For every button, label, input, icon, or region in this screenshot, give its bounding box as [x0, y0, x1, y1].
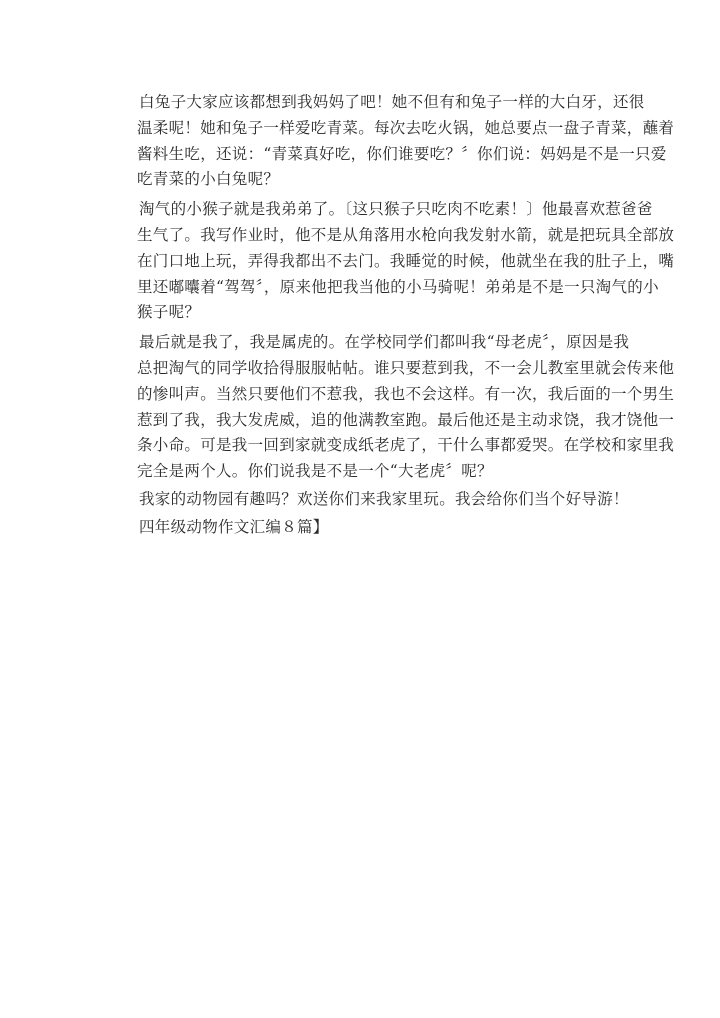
- text-line: 四年级动物作文汇编８篇】: [139, 517, 329, 536]
- paragraph-mother-rabbit: [137, 90, 675, 193]
- text-line: 淘气的小猴子就是我弟弟了。〔这只猴子只吃肉不吃素！〕他最喜欢惹爸爸: [139, 200, 653, 219]
- text-line: 最后就是我了，我是属虎的。在学校同学们都叫我“母老虎〞，原因是我: [139, 333, 630, 352]
- text-line: 条小命。可是我一回到家就变成纸老虎了，干什么事都爱哭。在学校和家里我: [137, 436, 675, 455]
- text-line: 总把淘气的同学收拾得服服帖帖。谁只要惹到我，不一会儿教室里就会传来他: [137, 358, 675, 377]
- text-line: 我家的动物园有趣吗？欢送你们来我家里玩。我会给你们当个好导游！: [139, 489, 629, 508]
- text-line: 完全是两个人。你们说我是不是一个“大老虎〞呢？: [137, 462, 493, 481]
- text-line: 惹到了我，我大发虎威，追的他满教室跑。最后他还是主动求饶，我才饶他一: [137, 410, 675, 429]
- text-line: 酱料生吃，还说：“青菜真好吃，你们谁要吃？〞你们说：妈妈是不是一只爱: [137, 144, 667, 163]
- text-line: 吃青菜的小白兔呢？: [137, 170, 280, 189]
- paragraph-collection-title: [139, 515, 589, 541]
- paragraph-brother-monkey: [137, 197, 675, 326]
- text-line: 白兔子大家应该都想到我妈妈了吧！她不但有和兔子一样的大白牙，还很: [139, 93, 645, 111]
- text-line: 猴子呢？: [137, 303, 201, 322]
- text-line: 里还嘟囔着“驾驾〞，原来他把我当他的小马骑呢！弟弟是不是一只淘气的小: [137, 277, 659, 296]
- text-line: 生气了。我写作业时，他不是从角落用水枪向我发射水箭，就是把玩具全部放: [137, 225, 675, 244]
- paragraph-me-tiger: [137, 330, 675, 485]
- text-line: 的惨叫声。当然只要他们不惹我，我也不会这样。有一次，我后面的一个男生: [137, 384, 675, 403]
- paragraph-closing: [139, 487, 629, 513]
- text-line: 在门口地上玩，弄得我都出不去门。我睡觉的时候，他就坐在我的肚子上，嘴: [137, 251, 675, 270]
- text-line: 温柔呢！她和兔子一样爱吃青菜。每次去吃火锅，她总要点一盘子青菜，蘸着: [137, 118, 675, 137]
- essay-text: [137, 90, 675, 541]
